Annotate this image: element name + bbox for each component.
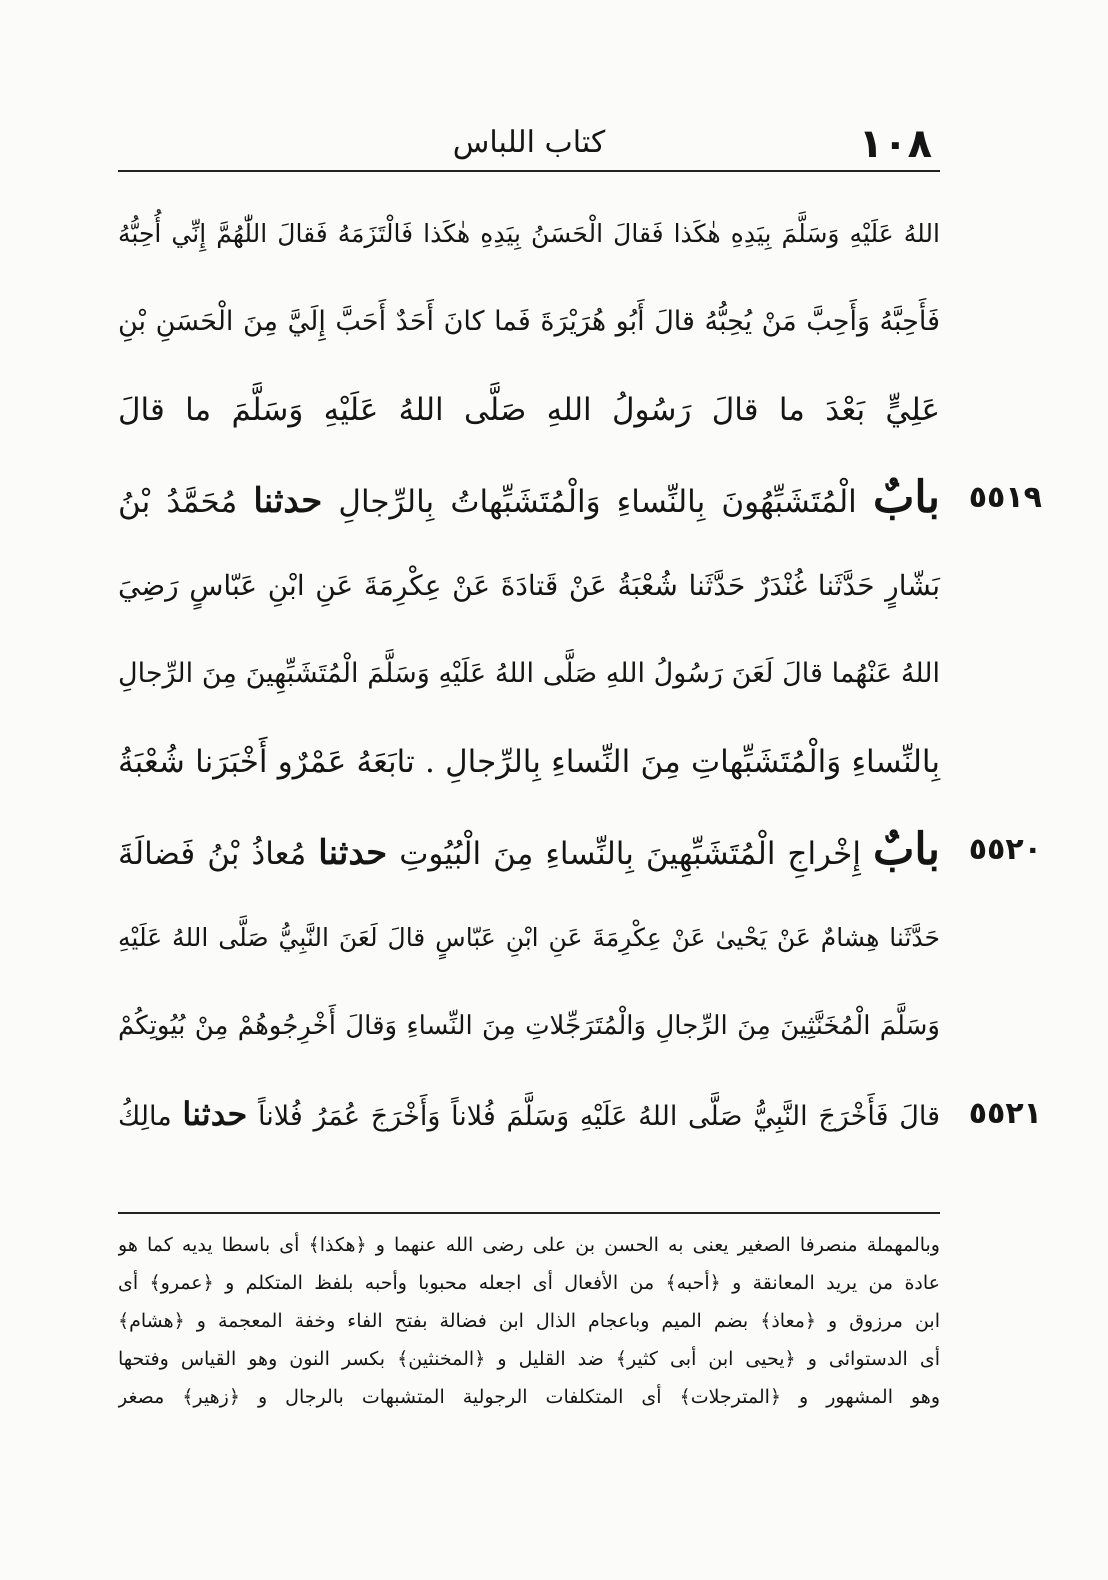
text-line-6 — [118, 630, 940, 718]
footnote-divider — [118, 1212, 940, 1214]
text-line-9 — [118, 894, 940, 982]
footnotes-block — [118, 1226, 940, 1416]
footnote-line: وهو المشهور و ﴿المترجلات﴾ أى المتكلفات الرجولية المتشبهات بالرجال و ﴿زهير﴾ مصغر — [118, 1386, 940, 1408]
chapter-heading-bab: بابٌ — [872, 824, 941, 875]
text-line-1 — [118, 190, 940, 278]
text-line-2 — [118, 278, 940, 366]
line-text: عَلِيٍّ بَعْدَ ما قالَ رَسُولُ اللهِ صَلَّى اللهُ عَلَيْهِ وَسَلَّمَ ما قالَ — [118, 392, 940, 428]
text-line-4 — [118, 454, 1042, 542]
line-text: وَسَلَّمَ الْمُخَنَّثِينَ مِنَ الرِّجالِ وَالْمُتَرَجِّلاتِ مِنَ النِّساءِ وَقالَ أَخْرِجُوهُمْ مِنْ بُيُوتِكُمْ — [118, 1011, 940, 1041]
line-text: اللهُ عَلَيْهِ وَسَلَّمَ بِيَدِهِ هٰكَذا فَقالَ الْحَسَنُ بِيَدِهِ هٰكَذا فَالْتَزَمَهُ فَقالَ اللّٰهُمَّ إِنِّي أُحِبُّهُ — [118, 219, 940, 248]
text-line-10 — [118, 982, 940, 1070]
hadith-number: ٥٥٢٠ — [968, 832, 1042, 867]
text-line-5 — [118, 542, 940, 630]
footnote-line: عادة من يريد المعانقة و ﴿أحبه﴾ من الأفعال أى اجعله محبوبا وأحبه بلفظ المتكلم و ﴿عمرو﴾ أى — [118, 1272, 940, 1294]
chapter-heading-bab: بابٌ — [872, 472, 941, 523]
page-header — [118, 118, 940, 168]
haddathana-marker: حدثنا — [253, 481, 323, 521]
text-line-3 — [118, 366, 940, 454]
header-divider — [118, 170, 940, 172]
chapter-title: إِخْراجِ الْمُتَشَبِّهِينَ بِالنِّساءِ مِنَ الْبُيُوتِ — [399, 836, 861, 872]
text-line-7 — [118, 718, 940, 806]
footnote-line: أى الدستوائى و ﴿يحيى ابن أبى كثير﴾ ضد القليل و ﴿المخنثين﴾ بكسر النون وهو القياس وفتحها — [118, 1348, 940, 1370]
book-title: كتاب اللباس — [452, 125, 606, 160]
line-tail: مُعاذُ بْنُ فَضالَةَ — [118, 836, 307, 872]
main-text-block — [118, 190, 1042, 1158]
line-text: فَأَحِبَّهُ وَأَحِبَّ مَنْ يُحِبُّهُ قالَ أَبُو هُرَيْرَةَ فَما كانَ أَحَدٌ أَحَبَّ إِلَيَّ مِنَ الْحَسَنِ بْنِ — [118, 306, 940, 337]
footnote-line: وبالمهملة منصرفا الصغير يعنى به الحسن بن على رضى الله عنهما و ﴿هكذا﴾ أى باسطا يديه كما هو — [118, 1234, 940, 1256]
chapter-title: الْمُتَشَبِّهُونَ بِالنِّساءِ وَالْمُتَشَبِّهاتُ بِالرِّجالِ — [338, 484, 857, 520]
hadith-number: ٥٥١٩ — [968, 480, 1042, 515]
page-number: ١٠٨ — [858, 121, 932, 167]
text-line-8 — [118, 806, 1042, 894]
hadith-number: ٥٥٢١ — [968, 1096, 1042, 1131]
haddathana-marker: حدثنا — [182, 1095, 248, 1133]
line-text: قالَ فَأَخْرَجَ النَّبِيُّ صَلَّى اللهُ عَلَيْهِ وَسَلَّمَ فُلاناً وَأَخْرَجَ عُمَرُ فُلاناً — [258, 1101, 940, 1132]
line-tail: مالِكُ — [118, 1101, 172, 1132]
line-tail: مُحَمَّدُ بْنُ — [118, 484, 238, 520]
line-text: حَدَّثَنا هِشامٌ عَنْ يَحْيىٰ عَنْ عِكْرِمَةَ عَنِ ابْنِ عَبّاسٍ قالَ لَعَنَ النَّبِيُّ صَلَّى اللهُ عَلَيْهِ — [118, 923, 940, 952]
line-text: بِالنِّساءِ وَالْمُتَشَبِّهاتِ مِنَ النِّساءِ بِالرِّجالِ . تابَعَهُ عَمْرٌو أَخْبَرَنا شُعْبَةُ — [118, 744, 940, 780]
haddathana-marker: حدثنا — [318, 833, 388, 873]
footnote-line: ابن مرزوق و ﴿معاذ﴾ بضم الميم وباعجام الذال ابن فضالة بفتح الفاء وخفة المعجمة و ﴿هشام﴾ — [118, 1310, 940, 1332]
line-text: بَشّارٍ حَدَّثَنا غُنْدَرٌ حَدَّثَنا شُعْبَةُ عَنْ قَتادَةَ عَنْ عِكْرِمَةَ عَنِ ابْنِ عَبّاسٍ رَضِيَ — [118, 569, 940, 602]
line-text: اللهُ عَنْهُما قالَ لَعَنَ رَسُولُ اللهِ صَلَّى اللهُ عَلَيْهِ وَسَلَّمَ الْمُتَشَبِّهِينَ مِنَ الرِّجالِ — [118, 658, 940, 689]
text-line-11 — [118, 1070, 1042, 1158]
